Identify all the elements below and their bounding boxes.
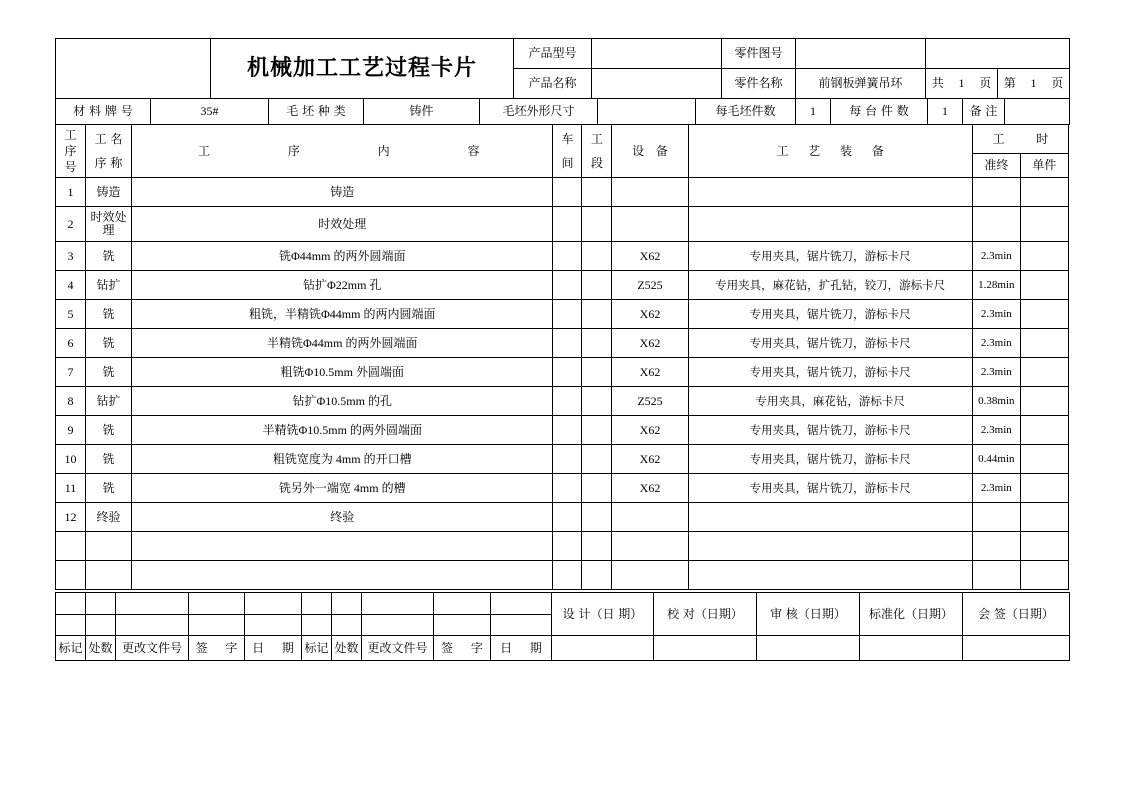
op-workshop[interactable] [553,300,582,329]
op-number[interactable]: 5 [56,300,86,329]
op-prep-time[interactable] [972,207,1020,242]
op-unit-time[interactable] [1020,387,1068,416]
op-unit-time[interactable] [1020,207,1068,242]
per-blank-label: 每毛坯件数 [696,99,796,125]
op-equipment[interactable]: X62 [612,300,688,329]
col-time: 工 时 [972,125,1068,154]
op-equipment[interactable]: X62 [612,242,688,271]
footer-cell[interactable] [362,615,434,636]
sign-label-2: 签 字 [434,636,491,661]
per-machine-label: 每 台 件 数 [831,99,928,125]
op-section[interactable] [582,387,612,416]
footer-cell[interactable] [362,593,434,615]
op-number[interactable]: 1 [56,178,86,207]
review-label: 审 核（日期） [757,593,860,636]
op-number[interactable]: 2 [56,207,86,242]
op-name[interactable]: 铣 [86,445,132,474]
mark-label-2: 标记 [302,636,332,661]
footer-cell[interactable] [302,615,332,636]
col-section-1: 工 [590,132,603,146]
op-content[interactable]: 终验 [132,503,553,532]
product-name-value[interactable] [592,69,722,99]
op-unit-time[interactable] [1020,329,1068,358]
part-drawing-label: 零件图号 [722,39,796,69]
op-workshop[interactable] [553,503,582,532]
op-unit-time[interactable] [1020,300,1068,329]
footer-cell[interactable] [189,593,245,615]
count-label-1: 处数 [86,636,116,661]
check-sign-cell[interactable] [654,636,757,661]
empty-operation-row [56,561,1069,590]
op-workshop[interactable] [553,445,582,474]
empty-cell[interactable] [612,532,688,561]
footer-cell[interactable] [116,593,189,615]
op-tooling[interactable] [688,178,972,207]
op-prep-time[interactable]: 2.3min [972,329,1020,358]
op-unit-time[interactable] [1020,242,1068,271]
op-unit-time[interactable] [1020,271,1068,300]
col-section [582,125,612,178]
empty-operation-row [56,532,1069,561]
op-number[interactable]: 4 [56,271,86,300]
op-tooling[interactable]: 专用夹具，锯片铣刀，游标卡尺 [688,329,972,358]
op-workshop[interactable] [553,271,582,300]
standard-label: 标准化（日期） [860,593,963,636]
col-workshop [553,125,582,178]
operation-row [56,329,1069,358]
col-content: 工 序 内 容 [132,125,553,178]
op-unit-time[interactable] [1020,358,1068,387]
operation-row [56,503,1069,532]
operations-table [55,124,1069,590]
op-equipment[interactable] [612,503,688,532]
empty-cell[interactable] [86,532,132,561]
op-section[interactable] [582,445,612,474]
op-prep-time[interactable] [972,178,1020,207]
sign-label-1: 签 字 [189,636,245,661]
material-value[interactable]: 35# [151,99,269,125]
op-content[interactable]: 半精铣Φ10.5mm 的两外圆端面 [132,416,553,445]
empty-cell[interactable] [688,532,972,561]
empty-cell[interactable] [612,561,688,590]
mark-label-1: 标记 [56,636,86,661]
col-tooling: 工 艺 装 备 [688,125,972,178]
op-content[interactable]: 时效处理 [132,207,553,242]
col-op-no-3: 号 [64,160,77,174]
empty-cell[interactable] [132,561,553,590]
op-unit-time[interactable] [1020,416,1068,445]
op-tooling[interactable]: 专用夹具，锯片铣刀，游标卡尺 [688,474,972,503]
op-prep-time[interactable]: 2.3min [972,474,1020,503]
page-label: 第 [998,69,1022,99]
empty-cell[interactable] [553,561,582,590]
operation-row [56,387,1069,416]
page-unit-2: 页 [1046,69,1070,99]
empty-cell[interactable] [56,532,86,561]
footer-cell[interactable] [434,593,491,615]
op-tooling[interactable] [688,503,972,532]
remarks-label: 备 注 [963,99,1005,125]
total-label: 共 [926,69,950,99]
op-name[interactable]: 铣 [86,358,132,387]
op-prep-time[interactable]: 0.44min [972,445,1020,474]
op-content[interactable]: 铣Φ44mm 的两外圆端面 [132,242,553,271]
design-label: 设 计（日 期） [552,593,654,636]
op-workshop[interactable] [553,387,582,416]
empty-cell[interactable] [582,561,612,590]
op-name[interactable]: 铣 [86,416,132,445]
col-op-name [86,125,132,178]
op-name[interactable]: 时效处理 [86,207,132,242]
op-name[interactable]: 铣 [86,242,132,271]
col-op-no [56,125,86,178]
operation-rows [56,178,1069,590]
operation-row [56,242,1069,271]
empty-cell[interactable] [1020,561,1068,590]
footer-cell[interactable] [56,615,86,636]
operation-row [56,416,1069,445]
op-prep-time[interactable]: 2.3min [972,300,1020,329]
operation-row [56,300,1069,329]
per-machine-value[interactable]: 1 [928,99,963,125]
empty-cell[interactable] [56,561,86,590]
footer-cell[interactable] [491,593,552,615]
col-section-2: 段 [590,156,603,170]
op-section[interactable] [582,474,612,503]
op-content[interactable]: 粗铣Φ10.5mm 外圆端面 [132,358,553,387]
op-prep-time[interactable]: 2.3min [972,242,1020,271]
part-drawing-value[interactable] [796,39,926,69]
op-name[interactable]: 终验 [86,503,132,532]
change-doc-label-1: 更改文件号 [116,636,189,661]
op-workshop[interactable] [553,474,582,503]
op-tooling[interactable]: 专用夹具，锯片铣刀，游标卡尺 [688,300,972,329]
op-equipment[interactable]: X62 [612,474,688,503]
review-sign-cell[interactable] [757,636,860,661]
op-unit-time[interactable] [1020,474,1068,503]
op-name[interactable]: 铣 [86,474,132,503]
col-op-name-2: 序 称 [94,156,123,170]
op-name[interactable]: 铣 [86,300,132,329]
col-equipment: 设 备 [612,125,688,178]
footer-cell[interactable] [332,593,362,615]
footer-cell[interactable] [434,615,491,636]
empty-cell[interactable] [86,561,132,590]
op-prep-time[interactable]: 2.3min [972,416,1020,445]
empty-cell[interactable] [972,561,1020,590]
blank-type-label: 毛 坯 种 类 [269,99,364,125]
op-tooling[interactable] [688,207,972,242]
op-equipment[interactable]: X62 [612,445,688,474]
op-number[interactable]: 6 [56,329,86,358]
empty-cell[interactable] [1020,532,1068,561]
footer-cell[interactable] [491,615,552,636]
op-number[interactable]: 7 [56,358,86,387]
operation-row [56,474,1069,503]
op-equipment[interactable]: X62 [612,416,688,445]
empty-cell[interactable] [688,561,972,590]
op-workshop[interactable] [553,358,582,387]
op-content[interactable]: 钻扩Φ10.5mm 的孔 [132,387,553,416]
op-workshop[interactable] [553,178,582,207]
op-section[interactable] [582,300,612,329]
op-name[interactable]: 钻扩 [86,387,132,416]
check-label: 校 对（日期） [654,593,757,636]
per-blank-value[interactable]: 1 [796,99,831,125]
op-section[interactable] [582,329,612,358]
product-model-label: 产品型号 [514,39,592,69]
op-equipment[interactable]: X62 [612,329,688,358]
op-content[interactable]: 半精铣Φ44mm 的两外圆端面 [132,329,553,358]
op-content[interactable]: 铸造 [132,178,553,207]
product-model-value[interactable] [592,39,722,69]
empty-cell[interactable] [553,532,582,561]
op-section[interactable] [582,271,612,300]
col-op-no-1: 工 [64,128,77,142]
product-name-label: 产品名称 [514,69,592,99]
op-unit-time[interactable] [1020,503,1068,532]
page-unit-1: 页 [974,69,998,99]
op-workshop[interactable] [553,329,582,358]
footer-cell[interactable] [86,593,116,615]
col-workshop-1: 车 [561,132,574,146]
empty-cell[interactable] [132,532,553,561]
countersign-sign-cell[interactable] [963,636,1070,661]
countersign-label: 会 签（日期） [963,593,1070,636]
material-label: 材 料 牌 号 [56,99,151,125]
op-tooling[interactable]: 专用夹具，锯片铣刀，游标卡尺 [688,242,972,271]
op-tooling[interactable]: 专用夹具，麻花钻，游标卡尺 [688,387,972,416]
header-blank-cell [926,39,1070,69]
date-label-1: 日 期 [245,636,302,661]
blank-size-label: 毛坯外形尺寸 [480,99,598,125]
op-section[interactable] [582,358,612,387]
footer-cell[interactable] [56,593,86,615]
col-prep: 准终 [972,154,1020,178]
op-section[interactable] [582,207,612,242]
op-tooling[interactable]: 专用夹具，麻花钻，扩孔钻，铰刀，游标卡尺 [688,271,972,300]
op-number[interactable]: 12 [56,503,86,532]
operation-row [56,178,1069,207]
operation-row [56,207,1069,242]
op-equipment[interactable]: Z525 [612,387,688,416]
footer-cell[interactable] [302,593,332,615]
op-content[interactable]: 铣另外一端宽 4mm 的槽 [132,474,553,503]
op-prep-time[interactable]: 1.28min [972,271,1020,300]
material-table [55,98,1070,125]
footer-cell[interactable] [86,615,116,636]
footer-cell[interactable] [189,615,245,636]
op-workshop[interactable] [553,207,582,242]
date-label-2: 日 期 [491,636,552,661]
blank-size-value[interactable] [598,99,696,125]
col-unit: 单件 [1020,154,1068,178]
col-op-name-1: 工 名 [94,132,123,146]
op-number[interactable]: 3 [56,242,86,271]
op-unit-time[interactable] [1020,445,1068,474]
op-content[interactable]: 粗铣，半精铣Φ44mm 的两内圆端面 [132,300,553,329]
op-number[interactable]: 8 [56,387,86,416]
op-name[interactable]: 铣 [86,329,132,358]
op-workshop[interactable] [553,416,582,445]
op-tooling[interactable]: 专用夹具，锯片铣刀，游标卡尺 [688,416,972,445]
page-title: 机械加工工艺过程卡片 [211,39,514,99]
footer-cell[interactable] [245,593,302,615]
op-name[interactable]: 钻扩 [86,271,132,300]
op-prep-time[interactable] [972,503,1020,532]
operation-row [56,358,1069,387]
change-doc-label-2: 更改文件号 [362,636,434,661]
op-number[interactable]: 10 [56,445,86,474]
op-equipment[interactable] [612,178,688,207]
footer-table [55,592,1070,661]
op-equipment[interactable]: X62 [612,358,688,387]
op-tooling[interactable]: 专用夹具，锯片铣刀，游标卡尺 [688,358,972,387]
op-workshop[interactable] [553,242,582,271]
op-content[interactable]: 钻扩Φ22mm 孔 [132,271,553,300]
op-prep-time[interactable]: 0.38min [972,387,1020,416]
op-equipment[interactable] [612,207,688,242]
op-unit-time[interactable] [1020,178,1068,207]
op-content[interactable]: 粗铣宽度为 4mm 的开口槽 [132,445,553,474]
blank-logo-cell [56,39,211,99]
col-op-no-2: 序 [64,144,77,158]
op-section[interactable] [582,242,612,271]
standard-sign-cell[interactable] [860,636,963,661]
remarks-value[interactable] [1005,99,1070,125]
operation-row [56,445,1069,474]
footer-cell[interactable] [332,615,362,636]
operation-row [56,271,1069,300]
empty-cell[interactable] [582,532,612,561]
total-pages: 1 [950,69,974,99]
op-number[interactable]: 9 [56,416,86,445]
blank-type-value[interactable]: 铸件 [364,99,480,125]
page-number: 1 [1022,69,1046,99]
op-section[interactable] [582,503,612,532]
header-table [55,38,1070,99]
op-name[interactable]: 铸造 [86,178,132,207]
op-section[interactable] [582,416,612,445]
op-section[interactable] [582,178,612,207]
design-sign-cell[interactable] [552,636,654,661]
op-tooling[interactable]: 专用夹具，锯片铣刀，游标卡尺 [688,445,972,474]
empty-cell[interactable] [972,532,1020,561]
footer-cell[interactable] [116,615,189,636]
op-prep-time[interactable]: 2.3min [972,358,1020,387]
op-number[interactable]: 11 [56,474,86,503]
part-name-label: 零件名称 [722,69,796,99]
footer-cell[interactable] [245,615,302,636]
count-label-2: 处数 [332,636,362,661]
col-workshop-2: 间 [561,156,574,170]
part-name-value[interactable]: 前钢板弹簧吊环 [796,69,926,99]
op-equipment[interactable]: Z525 [612,271,688,300]
